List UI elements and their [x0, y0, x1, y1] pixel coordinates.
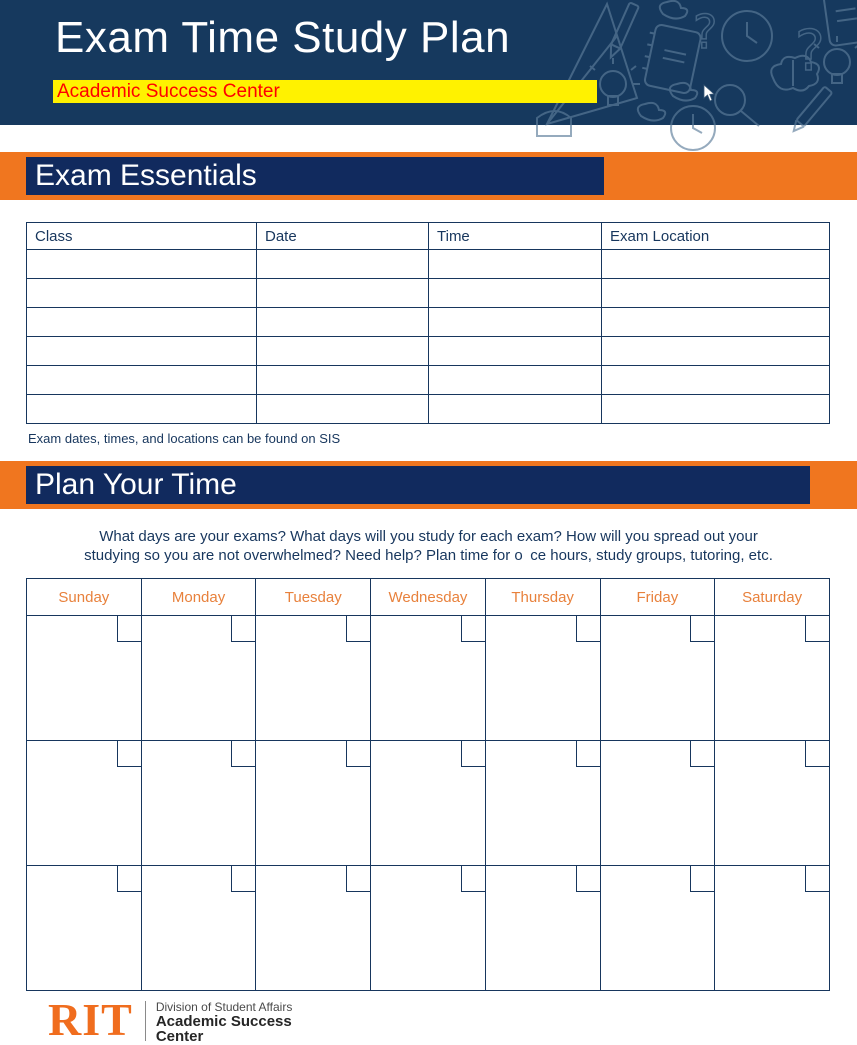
- exam-table-cell-class[interactable]: [27, 395, 257, 424]
- exam-column-header-date: Date: [257, 223, 429, 250]
- plan-intro-paragraph: [0, 527, 857, 565]
- calendar-day-cell-wednesday[interactable]: [371, 616, 486, 741]
- exam-table-cell-date[interactable]: [257, 366, 429, 395]
- exam-table-cell-class[interactable]: [27, 279, 257, 308]
- exam-table-cell-time[interactable]: [429, 279, 602, 308]
- exam-column-header-exam-location: Exam Location: [602, 223, 830, 250]
- exam-table-cell-time[interactable]: [429, 337, 602, 366]
- exam-column-header-class: Class: [27, 223, 257, 250]
- footer-division-line: Division of Student Affairs: [155, 1000, 293, 1014]
- footer-text-block: [156, 1000, 293, 1044]
- calendar-day-cell-sunday[interactable]: [27, 866, 142, 991]
- exam-table-head: [27, 223, 830, 250]
- calendar-day-cell-thursday[interactable]: [485, 741, 600, 866]
- date-box[interactable]: [117, 741, 141, 767]
- calendar-day-cell-wednesday[interactable]: [371, 741, 486, 866]
- pencil-icon: [790, 86, 832, 134]
- exam-table-cell-exam-location[interactable]: [602, 337, 830, 366]
- exam-table-cell-time[interactable]: [429, 250, 602, 279]
- calendar-week-row: [27, 616, 830, 741]
- footer-org-line-1: Academic Success: [155, 1013, 292, 1030]
- exam-table-row: [27, 366, 830, 395]
- exam-table-cell-exam-location[interactable]: [602, 308, 830, 337]
- exam-table-row: [27, 308, 830, 337]
- calendar-day-cell-saturday[interactable]: [715, 866, 830, 991]
- date-box[interactable]: [576, 741, 600, 767]
- page-title: Exam Time Study Plan: [55, 13, 511, 62]
- date-box[interactable]: [461, 741, 485, 767]
- date-box[interactable]: [346, 741, 370, 767]
- exam-table-cell-exam-location[interactable]: [602, 279, 830, 308]
- exam-table-body: [27, 250, 830, 424]
- plan-intro-line-2: studying so you are not overwhelmed? Need help? Plan time for o ce hours, study groups, tutoring, etc.: [84, 547, 773, 564]
- exam-table-row: [27, 250, 830, 279]
- exam-table-row: [27, 279, 830, 308]
- calendar-day-header-tuesday: Tuesday: [256, 579, 371, 616]
- plan-your-time-band: [0, 461, 857, 509]
- calendar-day-cell-sunday[interactable]: [27, 616, 142, 741]
- calendar-day-header-wednesday: Wednesday: [371, 579, 486, 616]
- calendar-day-cell-friday[interactable]: [600, 741, 715, 866]
- exam-column-header-time: Time: [429, 223, 602, 250]
- date-box[interactable]: [231, 616, 255, 642]
- calendar-day-cell-saturday[interactable]: [715, 741, 830, 866]
- footer-divider: [145, 1001, 146, 1041]
- exam-table-cell-exam-location[interactable]: [602, 395, 830, 424]
- footer-org-line-2: Center: [155, 1028, 204, 1045]
- exam-table-cell-class[interactable]: [27, 308, 257, 337]
- date-box[interactable]: [117, 866, 141, 892]
- exam-table-row: [27, 395, 830, 424]
- calendar-day-cell-saturday[interactable]: [715, 616, 830, 741]
- subtitle-text: Academic Success Center: [57, 80, 280, 102]
- calendar-body: [27, 616, 830, 991]
- calendar-week-row: [27, 866, 830, 991]
- calendar-day-cell-friday[interactable]: [600, 616, 715, 741]
- svg-text:?: ?: [693, 5, 718, 59]
- exam-table-cell-exam-location[interactable]: [602, 250, 830, 279]
- exam-table-cell-time[interactable]: [429, 308, 602, 337]
- calendar-day-cell-friday[interactable]: [600, 866, 715, 991]
- exam-table-header-row: [27, 223, 830, 250]
- calendar-day-cell-monday[interactable]: [141, 616, 256, 741]
- date-box[interactable]: [805, 866, 829, 892]
- calendar-day-cell-monday[interactable]: [141, 866, 256, 991]
- date-box[interactable]: [690, 866, 714, 892]
- study-calendar: [26, 578, 830, 991]
- date-box[interactable]: [805, 741, 829, 767]
- page-footer: [48, 994, 857, 1045]
- mouse-cursor: [703, 84, 715, 102]
- date-box[interactable]: [346, 616, 370, 642]
- calendar-day-header-friday: Friday: [600, 579, 715, 616]
- exam-table-cell-class[interactable]: [27, 366, 257, 395]
- calendar-day-header-sunday: Sunday: [27, 579, 142, 616]
- exam-table-cell-date[interactable]: [257, 279, 429, 308]
- exam-table-row: [27, 337, 830, 366]
- exam-table-cell-date[interactable]: [257, 308, 429, 337]
- calendar-week-row: [27, 741, 830, 866]
- date-box[interactable]: [690, 616, 714, 642]
- calendar-day-cell-monday[interactable]: [141, 741, 256, 866]
- exam-table-cell-date[interactable]: [257, 395, 429, 424]
- svg-text:?: ?: [795, 19, 825, 84]
- exam-essentials-band: [0, 152, 857, 200]
- date-box[interactable]: [461, 616, 485, 642]
- date-box[interactable]: [576, 616, 600, 642]
- calendar-head: [27, 579, 830, 616]
- rit-logo: RIT: [48, 994, 133, 1045]
- date-box[interactable]: [231, 866, 255, 892]
- exam-table-cell-time[interactable]: [429, 395, 602, 424]
- date-box[interactable]: [805, 616, 829, 642]
- calendar-day-cell-thursday[interactable]: [485, 866, 600, 991]
- calendar-day-header-row: [27, 579, 830, 616]
- magnifying-glass-icon: [715, 85, 759, 126]
- calendar-day-cell-sunday[interactable]: [27, 741, 142, 866]
- calendar-day-cell-wednesday[interactable]: [371, 866, 486, 991]
- calendar-day-cell-tuesday[interactable]: [256, 866, 371, 991]
- date-box[interactable]: [690, 741, 714, 767]
- calendar-day-header-monday: Monday: [141, 579, 256, 616]
- calendar-day-header-thursday: Thursday: [485, 579, 600, 616]
- exam-essentials-title-box: [26, 157, 604, 195]
- exam-essentials-table: [26, 222, 830, 424]
- exam-table-cell-class[interactable]: [27, 337, 257, 366]
- subtitle-highlight-bar: [53, 80, 597, 103]
- calendar-day-cell-tuesday[interactable]: [256, 741, 371, 866]
- plan-intro-line-1: What days are your exams? What days will you study for each exam? How will you spread out your: [99, 528, 758, 545]
- date-box[interactable]: [346, 866, 370, 892]
- exam-table-cell-date[interactable]: [257, 337, 429, 366]
- date-box[interactable]: [231, 741, 255, 767]
- exam-table-cell-class[interactable]: [27, 250, 257, 279]
- sis-note: Exam dates, times, and locations can be found on SIS: [28, 431, 341, 446]
- exam-essentials-title: Exam Essentials: [35, 159, 257, 192]
- exam-table-cell-date[interactable]: [257, 250, 429, 279]
- clock-icon: [671, 106, 715, 150]
- page-header-banner: [0, 0, 857, 125]
- exam-table-cell-exam-location[interactable]: [602, 366, 830, 395]
- date-box[interactable]: [117, 616, 141, 642]
- exam-table-cell-time[interactable]: [429, 366, 602, 395]
- date-box[interactable]: [461, 866, 485, 892]
- calendar-day-cell-thursday[interactable]: [485, 616, 600, 741]
- plan-your-time-title-box: [26, 466, 810, 504]
- plan-your-time-title: Plan Your Time: [35, 468, 237, 501]
- calendar-day-header-saturday: Saturday: [715, 579, 830, 616]
- calendar-day-cell-tuesday[interactable]: [256, 616, 371, 741]
- date-box[interactable]: [576, 866, 600, 892]
